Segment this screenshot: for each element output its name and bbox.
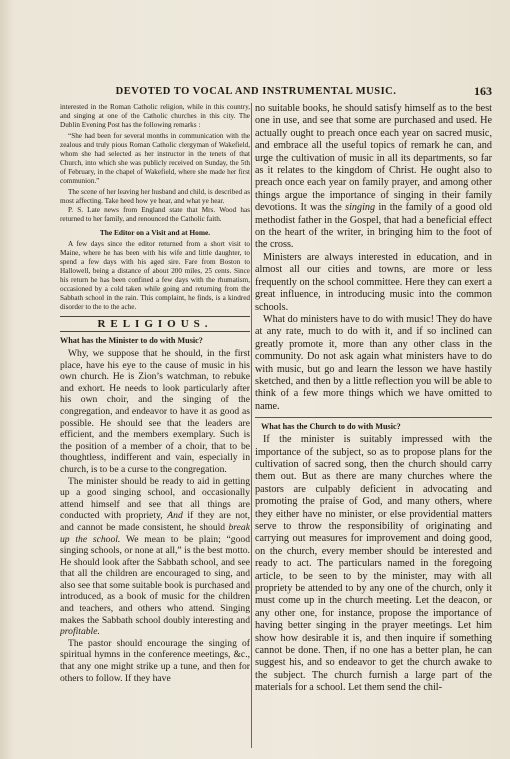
running-head: DEVOTED TO VOCAL AND INSTRUMENTAL MUSIC.	[115, 86, 397, 97]
postscript-paragraph: P. S. Late news from England state that Mrs. Wood has returned to her family, and renounced the Catholic faith.	[60, 206, 250, 223]
paragraph: What do ministers have to do with music! They do have at any rate, much to do with it, and if so inclined can greatly promote it, more than any other class in the community. Do not ask again what ministers have to do with music, but go and learn the lesson we have hastily sketched, and then by a little reflection you will be able to think of a few more things which we have omitted to name.	[255, 313, 492, 412]
text-run: in the family of a good old methodist father in the Gospel, that had a beneficial effect on the heart of the writer, in bringing him to the foot of the cross.	[255, 202, 492, 251]
page-header	[60, 86, 492, 100]
minister-paragraph-3: The pastor should encourage the singing of spiritual hymns in the conference meetings, &c., that any one might strike up a tune, and then for others to follow. If they have	[60, 637, 250, 684]
minister-paragraph-2	[60, 476, 250, 638]
editor-visit-heading: The Editor on a Visit and at Home.	[99, 228, 211, 237]
continued-paragraph	[255, 103, 492, 252]
text-run-italic: And	[167, 510, 183, 522]
section-rule	[255, 417, 492, 418]
left-column	[60, 103, 250, 753]
text-run: The minister should be ready to aid in getting up a good singing school, and occasionally attend himself and see that all things are conducted with propriety,	[60, 475, 250, 522]
page-number: 163	[474, 84, 492, 98]
column-divider	[251, 103, 252, 748]
editor-visit-paragraph: A few days since the editor returned from a short visit to Maine, where he has been with his wife and little daughter, to spend a few days with his aged sire. Fare from Boston to Hallowell, being a distance of about 200 miles, 25 cents. Since his return he has been confined a few days with the rhumatism, occasioned by a cold taken while going and returning from the Sabbath school in the rain. This complaint, he finds, is a kindred disorder to the to the ache.	[60, 240, 250, 311]
church-paragraph: If the minister is suitably impressed with the importance of the subject, so as to propose plans for the cultivation of sacred song, then the church should carry them out. But as there are many churches where the pastors are culpably deficient in advocating and promoting the praise of God, and many others, where they either have no minister, or else providential matters serve to throw the responsibility of originating and carrying out measures for improvement and doing good, on the church, every member should be interested and ready to act. The particulars named in the foregoing article, to be seen to by the minister, may with all propriety be attended to by any one of the church, only it must come up in the church meeting. Let the deacon, or any other one, for instance, propose the importance of having better singing in the prayer meetings. Let him show how desirable it is, and then inquire if something cannot be done. Then, if no one has a better plan, he can suggest his, and so endeavor to get the church awake to the subject. The church furnish a large part of the materials for a school. Let them send the chil-	[255, 434, 492, 694]
text-run: We mean to be plain; “good singing schools, or none at all,” is the best motto. He should look after the Sabbath school, and see that all the children are encouraged to sing, and also see that some suitable book is purchased and introduced, as a book of music for the children and teachers, and others who attend. Singing makes the Sabbath school doubly interesting and	[60, 533, 250, 626]
paragraph: The scene of her leaving her husband and child, is described as most affecting. Take heed how ye hear, and what ye hear.	[60, 188, 250, 205]
right-column	[255, 103, 492, 753]
paragraph: Ministers are always interested in education, and in almost all our cities and towns, are more or less frequently on the school committee. Here they can exert a great influence, in introducing music into the common schools.	[255, 251, 492, 313]
quoted-paragraph: “She had been for several months in communication with the zealous and truly pious Roman Catholic clergyman of Wakefield, whom she had selected as her instructor in the tenets of that Church, into which she was publicly received on Sunday, the 5th of February, in the chapel of Wakefield, where she made her first communion.”	[60, 132, 250, 185]
religious-section-heading: RELIGIOUS.	[60, 316, 250, 332]
church-article-heading: What has the Church to do with Music?	[261, 422, 401, 432]
text-run: no suitable books, he should satisfy himself as to the best one in use, and see that some are purchased and used. He actually ought to preach once each year on sacred music, and embrace all the useful topics of remark he can, and urge the cultivation of music in all its departments, so far as it relates to the kingdom of Christ. He ought also to preach once each year on family prayer, and among other things argue the importance of singing in their family devotions. It was the	[255, 103, 492, 214]
text-run-italic: break up the school.	[60, 521, 250, 545]
minister-article-heading: What has the Minister to do with Music?	[60, 336, 203, 345]
text-run-italic: profitable.	[60, 626, 100, 638]
minister-paragraph-1: Why, we suppose that he should, in the first place, have his eye to the cause of music in his own church. He is Zion’s watchman, to rebuke and exhort. He needs to look particularly after his own choir, and the singing of the congregation, and endeavor to have it as good as possible. He should see that the leaders are efficient, and the members exemplary. Such is the position of a member of a choir, that to be thoughtless, indifferent and vain, especially in church, is to be a curse to the congregation.	[60, 348, 250, 475]
article-intro-paragraph: interested in the Roman Catholic religion, while in this country, and singing at one of the Catholic churches in this city. The Dublin Evening Post has the following remarks :	[60, 103, 250, 129]
text-run: if they are not, and cannot be made consistent, he should	[60, 510, 250, 533]
text-run-italic: singing	[345, 202, 376, 214]
